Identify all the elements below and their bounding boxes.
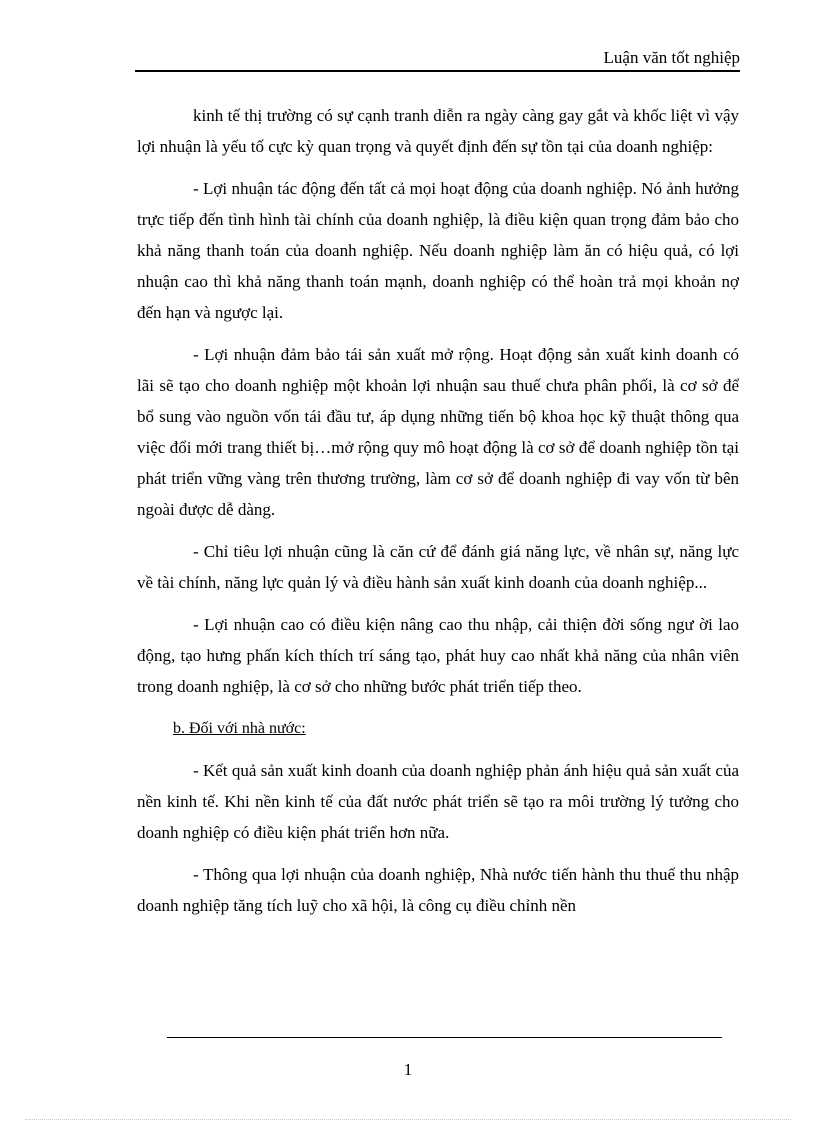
page-number: 1: [403, 1060, 413, 1079]
page-edge-divider: [25, 1119, 791, 1120]
document-body: [137, 100, 739, 932]
paragraph-economy: - Kết quả sản xuất kinh doanh của doanh nghiệp phản ánh hiệu quả sản xuất của nền kinh tế. Khi nền kinh tế của đất nước phát triển sẽ tạo ra môi trường lý tưởng cho doanh nghiệp có điều kiện phát triển hơn nữa.: [137, 761, 739, 842]
paragraph-intro: kinh tế thị trường có sự cạnh tranh diễn ra ngày càng gay gắt và khốc liệt vì vậy lợi nhuận là yếu tố cực kỳ quan trọng và quyết định đến sự tồn tại của doanh nghiệp:: [137, 106, 739, 156]
footer-rule: [167, 1037, 722, 1038]
paragraph-income: - Lợi nhuận cao có điều kiện nâng cao thu nhập, cải thiện đời sống ngư ời lao động, tạo hưng phấn kích thích trí sáng tạo, phát huy cao nhất khả năng của nhân viên trong doanh nghiệp, là cơ sở cho những bước phát triển tiếp theo.: [137, 615, 739, 696]
section-heading-state: b. Đối với nhà nước:: [173, 720, 306, 737]
paragraph-finance: - Lợi nhuận tác động đến tất cả mọi hoạt động của doanh nghiệp. Nó ảnh hưởng trực tiếp đến tình hình tài chính của doanh nghiệp, là điều kiện quan trọng đảm bảo cho khả năng thanh toán của doanh nghiệp. Nếu doanh nghiệp làm ăn có hiệu quả, có lợi nhuận cao thì khả năng thanh toán mạnh, doanh nghiệp có thể hoàn trả mọi khoản nợ đến hạn và ngược lại.: [137, 179, 739, 322]
paragraph-capability: - Chỉ tiêu lợi nhuận cũng là căn cứ để đánh giá năng lực, về nhân sự, năng lực về tài chính, năng lực quản lý và điều hành sản xuất kinh doanh của doanh nghiệp...: [137, 542, 739, 592]
paragraph-tax: - Thông qua lợi nhuận của doanh nghiệp, Nhà nước tiến hành thu thuế thu nhập doanh nghiệp tăng tích luỹ cho xã hội, là công cụ điều chỉnh nền: [137, 865, 739, 915]
running-header-title: Luận văn tốt nghiệp: [603, 48, 740, 67]
header-rule: [135, 70, 740, 72]
paragraph-reproduction: - Lợi nhuận đảm bảo tái sản xuất mở rộng. Hoạt động sản xuất kinh doanh có lãi sẽ tạo cho doanh nghiệp một khoản lợi nhuận sau thuế chưa phân phối, là cơ sở để bổ sung vào nguồn vốn tái đầu tư, áp dụng những tiến bộ khoa học kỹ thuật thông qua việc đổi mới trang thiết bị…mở rộng quy mô hoạt động là cơ sở để doanh nghiệp tồn tại phát triển vững vàng trên thương trường, làm cơ sở để doanh nghiệp đi vay vốn từ bên ngoài được dễ dàng.: [137, 345, 739, 519]
